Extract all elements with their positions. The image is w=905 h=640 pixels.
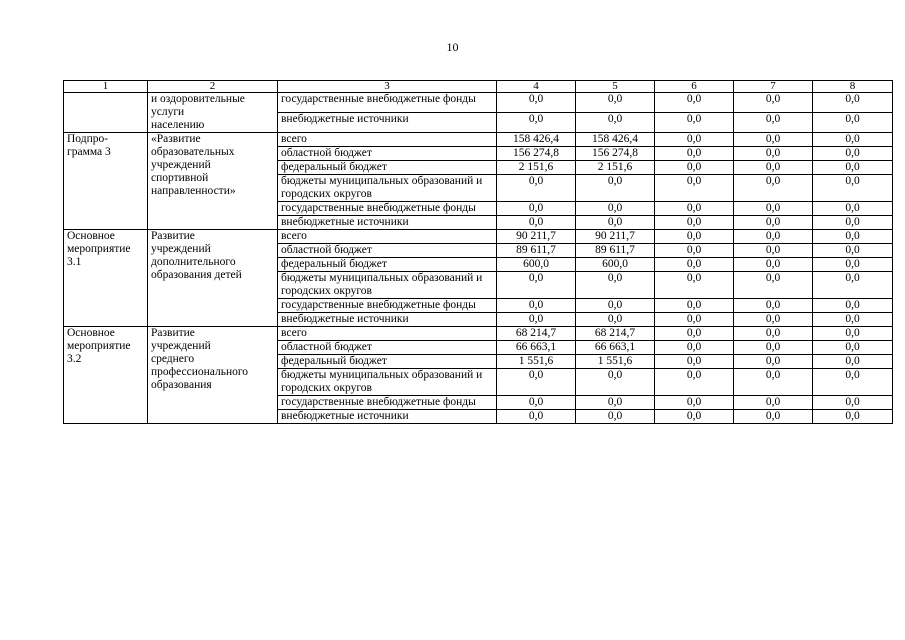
value-cell: 66 663,1 [576, 341, 655, 355]
column-header: 8 [813, 81, 893, 93]
value-cell: 0,0 [497, 93, 576, 113]
value-cell: 0,0 [813, 327, 893, 341]
column-header: 6 [655, 81, 734, 93]
value-cell: 0,0 [734, 113, 813, 133]
value-cell: 0,0 [813, 113, 893, 133]
program-name-line: спортивной [151, 172, 209, 184]
value-cell: 0,0 [655, 369, 734, 396]
value-cell: 0,0 [734, 202, 813, 216]
value-cell: 0,0 [734, 369, 813, 396]
funding-source-cell: бюджеты муниципальных образований и городских округов [278, 369, 497, 396]
value-cell: 0,0 [655, 202, 734, 216]
funding-source-cell: областной бюджет [278, 341, 497, 355]
value-cell: 0,0 [576, 272, 655, 299]
value-cell: 89 611,7 [576, 244, 655, 258]
funding-source-cell: государственные внебюджетные фонды [278, 299, 497, 313]
value-cell: 0,0 [497, 272, 576, 299]
program-name-line: «Развитие [151, 133, 201, 145]
program-name-cell [148, 327, 278, 424]
value-cell: 0,0 [813, 299, 893, 313]
value-cell: 0,0 [813, 93, 893, 113]
value-cell: 0,0 [576, 175, 655, 202]
program-name-line: среднего [151, 353, 195, 365]
program-code-line: Подпро- [67, 133, 109, 145]
program-name-line: и оздоровительные [151, 93, 245, 105]
column-header: 3 [278, 81, 497, 93]
funding-source-cell: внебюджетные источники [278, 113, 497, 133]
table-body [64, 93, 893, 424]
funding-source-cell: бюджеты муниципальных образований и городских округов [278, 272, 497, 299]
value-cell: 0,0 [813, 272, 893, 299]
value-cell: 0,0 [734, 327, 813, 341]
value-cell: 158 426,4 [497, 133, 576, 147]
value-cell: 0,0 [734, 244, 813, 258]
value-cell: 0,0 [734, 355, 813, 369]
value-cell: 0,0 [655, 161, 734, 175]
value-cell: 90 211,7 [497, 230, 576, 244]
value-cell: 0,0 [576, 113, 655, 133]
value-cell: 0,0 [655, 396, 734, 410]
value-cell: 0,0 [734, 147, 813, 161]
value-cell: 0,0 [576, 299, 655, 313]
value-cell: 0,0 [576, 216, 655, 230]
value-cell: 0,0 [813, 355, 893, 369]
value-cell: 0,0 [576, 93, 655, 113]
value-cell: 0,0 [734, 133, 813, 147]
program-code-cell [64, 327, 148, 424]
value-cell: 0,0 [497, 396, 576, 410]
program-name-line: дополнительного [151, 256, 236, 268]
column-header: 2 [148, 81, 278, 93]
value-cell: 68 214,7 [576, 327, 655, 341]
value-cell: 0,0 [655, 258, 734, 272]
value-cell: 0,0 [734, 410, 813, 424]
value-cell: 0,0 [655, 327, 734, 341]
value-cell: 90 211,7 [576, 230, 655, 244]
value-cell: 0,0 [655, 175, 734, 202]
value-cell: 0,0 [497, 369, 576, 396]
program-code-cell [64, 133, 148, 230]
program-name-line: услуги [151, 106, 185, 118]
value-cell: 1 551,6 [576, 355, 655, 369]
value-cell: 0,0 [813, 258, 893, 272]
value-cell: 0,0 [655, 313, 734, 327]
value-cell: 0,0 [813, 244, 893, 258]
program-name-line: образования детей [151, 269, 242, 281]
program-code-line: Основное [67, 230, 115, 242]
value-cell: 0,0 [497, 299, 576, 313]
program-code-cell [64, 93, 148, 133]
value-cell: 0,0 [497, 313, 576, 327]
value-cell: 0,0 [734, 396, 813, 410]
value-cell: 0,0 [655, 355, 734, 369]
value-cell: 0,0 [497, 202, 576, 216]
program-name-cell [148, 230, 278, 327]
program-code-line: 3.2 [67, 353, 82, 365]
value-cell: 0,0 [655, 299, 734, 313]
value-cell: 0,0 [734, 93, 813, 113]
table-row [64, 93, 893, 113]
column-header: 5 [576, 81, 655, 93]
table-row [64, 327, 893, 341]
funding-source-cell: внебюджетные источники [278, 410, 497, 424]
value-cell: 0,0 [813, 410, 893, 424]
program-code-line: Основное [67, 327, 115, 339]
funding-source-cell: федеральный бюджет [278, 355, 497, 369]
program-name-line: населению [151, 119, 205, 131]
column-header: 4 [497, 81, 576, 93]
value-cell: 0,0 [497, 113, 576, 133]
value-cell: 0,0 [813, 133, 893, 147]
value-cell: 89 611,7 [497, 244, 576, 258]
value-cell: 0,0 [734, 299, 813, 313]
funding-source-cell: внебюджетные источники [278, 216, 497, 230]
funding-source-cell: федеральный бюджет [278, 161, 497, 175]
value-cell: 0,0 [655, 341, 734, 355]
value-cell: 0,0 [813, 230, 893, 244]
funding-source-cell: внебюджетные источники [278, 313, 497, 327]
program-name-line: профессионального [151, 366, 249, 378]
program-name-line: направленности» [151, 185, 236, 197]
value-cell: 0,0 [813, 202, 893, 216]
program-name-cell [148, 93, 278, 133]
value-cell: 0,0 [734, 341, 813, 355]
value-cell: 2 151,6 [497, 161, 576, 175]
value-cell: 0,0 [576, 396, 655, 410]
value-cell: 0,0 [813, 396, 893, 410]
program-name-line: образовательных [151, 146, 235, 158]
funding-source-cell: государственные внебюджетные фонды [278, 396, 497, 410]
program-name-line: образования [151, 379, 212, 391]
funding-source-cell: областной бюджет [278, 147, 497, 161]
value-cell: 0,0 [655, 410, 734, 424]
value-cell: 0,0 [576, 369, 655, 396]
column-header: 1 [64, 81, 148, 93]
value-cell: 68 214,7 [497, 327, 576, 341]
value-cell: 0,0 [655, 93, 734, 113]
value-cell: 0,0 [813, 161, 893, 175]
value-cell: 0,0 [813, 216, 893, 230]
value-cell: 0,0 [734, 161, 813, 175]
value-cell: 0,0 [734, 175, 813, 202]
funding-source-cell: всего [278, 133, 497, 147]
value-cell: 0,0 [813, 175, 893, 202]
value-cell: 0,0 [655, 113, 734, 133]
value-cell: 0,0 [813, 313, 893, 327]
column-header: 7 [734, 81, 813, 93]
value-cell: 0,0 [497, 175, 576, 202]
value-cell: 156 274,8 [497, 147, 576, 161]
program-name-line: учреждений [151, 340, 211, 352]
program-code-line: мероприятие [67, 340, 131, 352]
value-cell: 0,0 [734, 313, 813, 327]
value-cell: 0,0 [734, 258, 813, 272]
value-cell: 0,0 [576, 313, 655, 327]
value-cell: 0,0 [497, 410, 576, 424]
value-cell: 0,0 [497, 216, 576, 230]
funding-source-cell: государственные внебюджетные фонды [278, 93, 497, 113]
value-cell: 0,0 [813, 341, 893, 355]
value-cell: 156 274,8 [576, 147, 655, 161]
funding-source-cell: областной бюджет [278, 244, 497, 258]
program-name-line: Развитие [151, 230, 195, 242]
program-name-line: Развитие [151, 327, 195, 339]
value-cell: 600,0 [497, 258, 576, 272]
value-cell: 0,0 [655, 216, 734, 230]
program-code-line: грамма 3 [67, 146, 111, 158]
program-code-line: мероприятие [67, 243, 131, 255]
value-cell: 1 551,6 [497, 355, 576, 369]
funding-source-cell: бюджеты муниципальных образований и городских округов [278, 175, 497, 202]
funding-source-cell: всего [278, 230, 497, 244]
program-name-line: учреждений [151, 159, 211, 171]
program-code-line: 3.1 [67, 256, 82, 268]
value-cell: 0,0 [734, 230, 813, 244]
value-cell: 0,0 [655, 147, 734, 161]
value-cell: 158 426,4 [576, 133, 655, 147]
value-cell: 0,0 [813, 147, 893, 161]
value-cell: 0,0 [576, 410, 655, 424]
table-row [64, 133, 893, 147]
value-cell: 0,0 [734, 216, 813, 230]
funding-source-cell: государственные внебюджетные фонды [278, 202, 497, 216]
value-cell: 2 151,6 [576, 161, 655, 175]
value-cell: 66 663,1 [497, 341, 576, 355]
program-name-line: учреждений [151, 243, 211, 255]
table-row [64, 230, 893, 244]
value-cell: 0,0 [576, 202, 655, 216]
value-cell: 0,0 [734, 272, 813, 299]
value-cell: 0,0 [655, 133, 734, 147]
value-cell: 0,0 [655, 244, 734, 258]
value-cell: 0,0 [655, 230, 734, 244]
program-code-cell [64, 230, 148, 327]
budget-table [63, 80, 893, 424]
value-cell: 0,0 [813, 369, 893, 396]
value-cell: 600,0 [576, 258, 655, 272]
page-number: 10 [446, 40, 459, 54]
funding-source-cell: федеральный бюджет [278, 258, 497, 272]
funding-source-cell: всего [278, 327, 497, 341]
value-cell: 0,0 [655, 272, 734, 299]
program-name-cell [148, 133, 278, 230]
table-header-row [64, 81, 893, 93]
